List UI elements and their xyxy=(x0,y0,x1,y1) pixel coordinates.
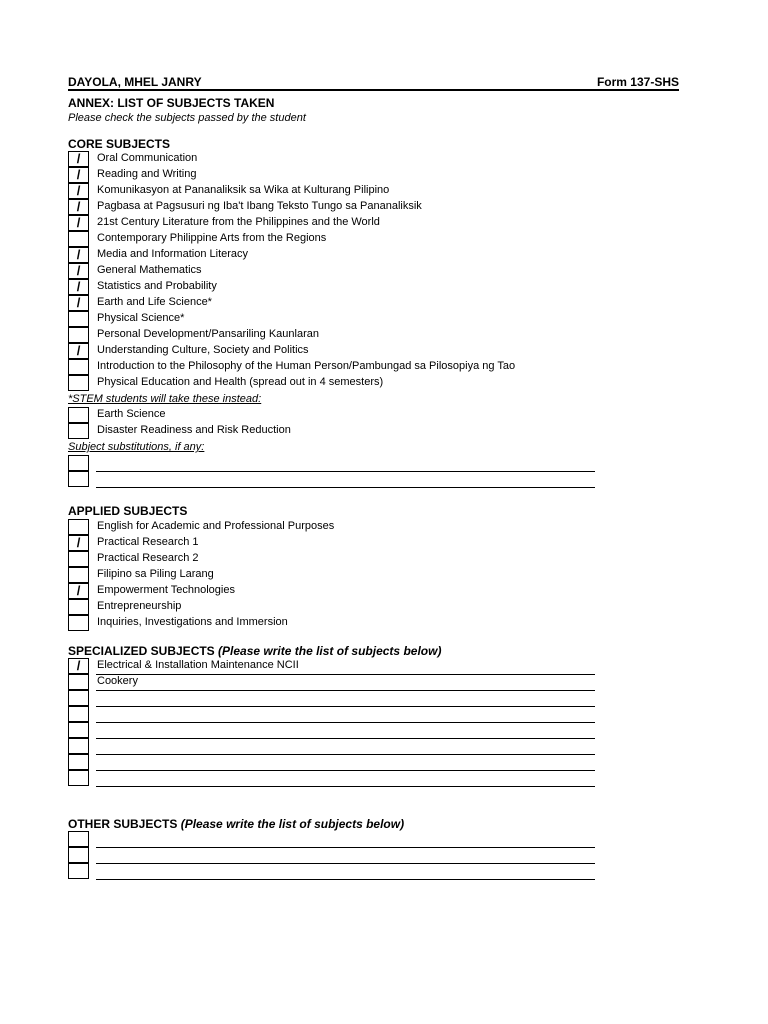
subject-label: Understanding Culture, Society and Politics xyxy=(97,344,309,356)
checkbox[interactable] xyxy=(68,738,89,754)
checkbox[interactable] xyxy=(68,327,89,343)
specialized-subjects-title: SPECIALIZED SUBJECTS xyxy=(68,644,215,658)
specialized-subjects-note: (Please write the list of subjects below) xyxy=(218,644,442,658)
subject-label: Cookery xyxy=(97,675,138,687)
checkbox[interactable]: / xyxy=(68,583,89,599)
subject-label: Oral Communication xyxy=(97,152,198,164)
subject-label: Entrepreneurship xyxy=(97,600,182,612)
annex-title: ANNEX: LIST OF SUBJECTS TAKEN xyxy=(68,96,275,110)
subject-label: Inquiries, Investigations and Immersion xyxy=(97,616,288,628)
write-in-line[interactable] xyxy=(96,658,595,675)
checkbox[interactable]: / xyxy=(68,215,89,231)
write-in-line[interactable] xyxy=(96,863,595,880)
checkbox[interactable] xyxy=(68,455,89,471)
checkbox[interactable] xyxy=(68,722,89,738)
subject-label: Statistics and Probability xyxy=(97,280,217,292)
subject-label: Empowerment Technologies xyxy=(97,584,235,596)
checkbox[interactable] xyxy=(68,690,89,706)
subject-label: 21st Century Literature from the Philippines and the World xyxy=(97,216,380,228)
checkbox[interactable] xyxy=(68,471,89,487)
checkbox[interactable]: / xyxy=(68,263,89,279)
applied-subjects-title: APPLIED SUBJECTS xyxy=(68,504,188,518)
write-in-line[interactable] xyxy=(96,722,595,739)
subject-label: Practical Research 1 xyxy=(97,536,199,548)
other-subjects-title: OTHER SUBJECTS xyxy=(68,817,178,831)
subject-label: Introduction to the Philosophy of the Human Person/Pambungad sa Pilosopiya ng Tao xyxy=(97,360,516,372)
write-in-line[interactable] xyxy=(96,471,595,488)
subject-label: Media and Information Literacy xyxy=(97,248,249,260)
subject-label: Pagbasa at Pagsusuri ng Iba't Ibang Teksto Tungo sa Pananaliksik xyxy=(97,200,422,212)
specialized-subjects-heading xyxy=(68,644,441,658)
checkbox[interactable] xyxy=(68,567,89,583)
write-in-line[interactable] xyxy=(96,706,595,723)
other-subjects-heading xyxy=(68,817,404,831)
checkbox[interactable] xyxy=(68,423,89,439)
checkbox[interactable] xyxy=(68,847,89,863)
checkbox[interactable]: / xyxy=(68,167,89,183)
form-number: Form 137-SHS xyxy=(596,75,679,89)
checkbox[interactable] xyxy=(68,359,89,375)
checkbox[interactable] xyxy=(68,407,89,423)
checkbox[interactable]: / xyxy=(68,247,89,263)
checkbox[interactable]: / xyxy=(68,151,89,167)
stem-note: *STEM students will take these instead: xyxy=(68,393,262,405)
checkbox[interactable] xyxy=(68,770,89,786)
subject-label: Disaster Readiness and Risk Reduction xyxy=(97,424,291,436)
checkbox[interactable] xyxy=(68,551,89,567)
checkbox[interactable] xyxy=(68,831,89,847)
checkbox[interactable] xyxy=(68,863,89,879)
document-header xyxy=(68,75,679,91)
checkbox[interactable] xyxy=(68,674,89,690)
subject-label: Reading and Writing xyxy=(97,168,197,180)
other-subjects-note: (Please write the list of subjects below) xyxy=(180,817,405,831)
checkbox[interactable] xyxy=(68,754,89,770)
write-in-line[interactable] xyxy=(96,738,595,755)
checkbox[interactable] xyxy=(68,375,89,391)
subject-label: Physical Education and Health (spread out in 4 semesters) xyxy=(97,376,384,388)
checkbox[interactable]: / xyxy=(68,658,89,674)
subject-label: Electrical & Installation Maintenance NCII xyxy=(97,659,299,671)
subject-label: English for Academic and Professional Purposes xyxy=(97,520,335,532)
checkbox[interactable] xyxy=(68,311,89,327)
subject-label: Komunikasyon at Pananaliksik sa Wika at Kulturang Pilipino xyxy=(97,184,390,196)
subject-label: Filipino sa Piling Larang xyxy=(97,568,214,580)
substitution-note: Subject substitutions, if any: xyxy=(68,441,205,453)
write-in-line[interactable] xyxy=(96,455,595,472)
checkbox[interactable]: / xyxy=(68,295,89,311)
write-in-line[interactable] xyxy=(96,690,595,707)
checkbox[interactable]: / xyxy=(68,199,89,215)
subject-label: Earth Science xyxy=(97,408,166,420)
checkbox[interactable] xyxy=(68,706,89,722)
subject-label: Physical Science* xyxy=(97,312,185,324)
checkbox[interactable] xyxy=(68,599,89,615)
core-subjects-title: CORE SUBJECTS xyxy=(68,137,171,151)
subject-label: Contemporary Philippine Arts from the Regions xyxy=(97,232,327,244)
checkbox[interactable]: / xyxy=(68,535,89,551)
subject-label: Earth and Life Science* xyxy=(97,296,212,308)
instruction-text: Please check the subjects passed by the student xyxy=(68,112,306,124)
student-name: DAYOLA, MHEL JANRY xyxy=(68,75,202,89)
write-in-line[interactable] xyxy=(96,770,595,787)
checkbox[interactable]: / xyxy=(68,343,89,359)
checkbox[interactable]: / xyxy=(68,279,89,295)
checkbox[interactable] xyxy=(68,519,89,535)
checkbox[interactable]: / xyxy=(68,183,89,199)
write-in-line[interactable] xyxy=(96,754,595,771)
subject-label: Practical Research 2 xyxy=(97,552,199,564)
subject-label: General Mathematics xyxy=(97,264,202,276)
write-in-line[interactable] xyxy=(96,847,595,864)
checkbox[interactable] xyxy=(68,615,89,631)
subject-label: Personal Development/Pansariling Kaunlaran xyxy=(97,328,319,340)
write-in-line[interactable] xyxy=(96,831,595,848)
checkbox[interactable] xyxy=(68,231,89,247)
write-in-line[interactable] xyxy=(96,674,595,691)
